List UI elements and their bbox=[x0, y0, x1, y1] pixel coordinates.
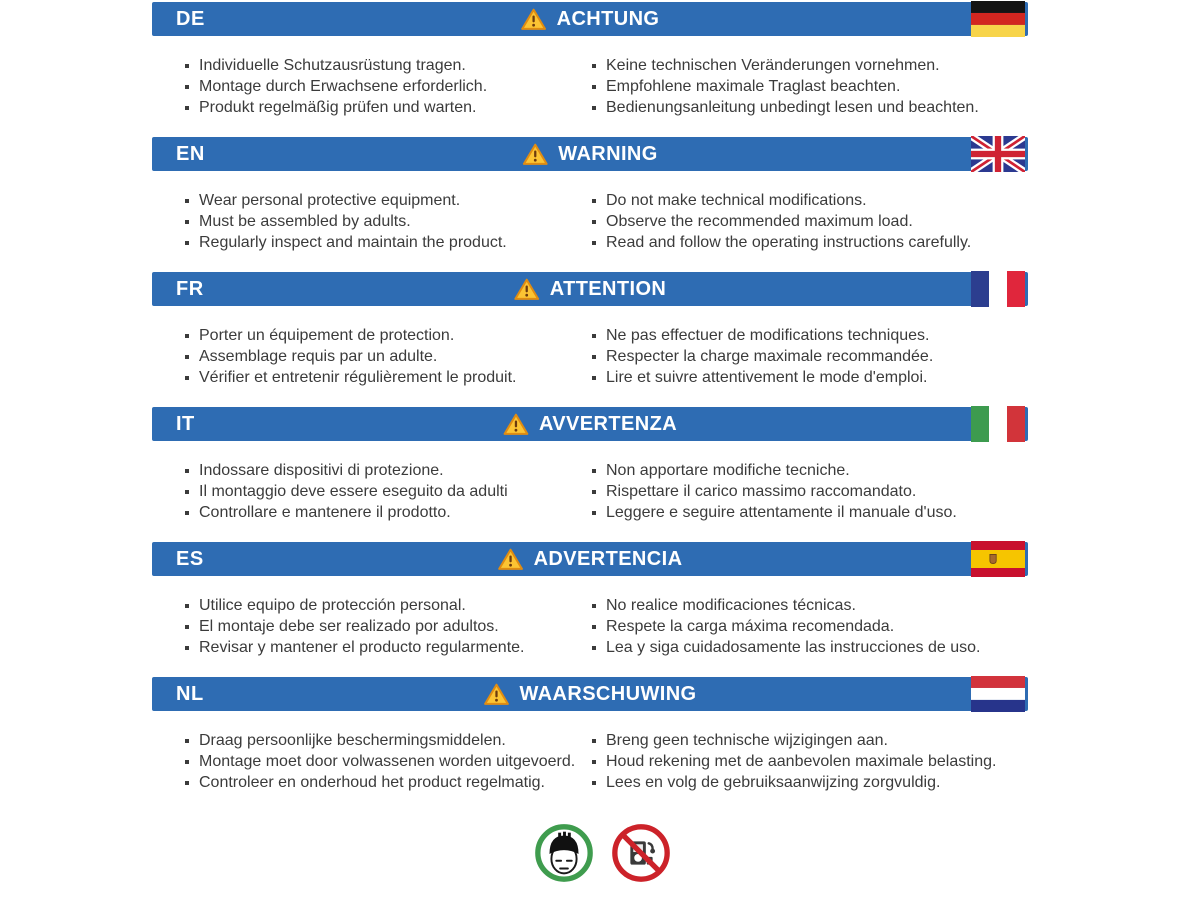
bullet-item bbox=[590, 616, 1028, 637]
bullet-text: Assemblage requis par un adulte. bbox=[199, 348, 438, 365]
bullet-columns bbox=[152, 730, 1028, 793]
bullet-text: Houd rekening met de aanbevolen maximale belasting. bbox=[606, 753, 997, 770]
bullet-marker bbox=[592, 604, 596, 608]
bullet-marker bbox=[185, 85, 189, 89]
bullet-list-left bbox=[152, 325, 590, 388]
bullet-marker bbox=[185, 781, 189, 785]
warning-triangle-icon bbox=[503, 413, 529, 436]
bullet-item bbox=[590, 730, 1028, 751]
bullet-item bbox=[590, 460, 1028, 481]
bullet-text: Breng geen technische wijzigingen aan. bbox=[606, 732, 888, 749]
bullet-item bbox=[590, 346, 1028, 367]
bullet-text: Controleer en onderhoud het product regelmatig. bbox=[199, 774, 545, 791]
bullet-columns bbox=[152, 460, 1028, 523]
warning-section-fr bbox=[152, 272, 1028, 407]
warning-section-es bbox=[152, 542, 1028, 677]
bullet-marker bbox=[185, 604, 189, 608]
warning-title: WAARSCHUWING bbox=[519, 682, 697, 705]
bullet-list-right bbox=[590, 190, 1028, 253]
bullet-marker bbox=[592, 625, 596, 629]
bullet-item bbox=[183, 346, 590, 367]
bullet-marker bbox=[592, 469, 596, 473]
bullet-marker bbox=[592, 739, 596, 743]
header-title-group bbox=[521, 8, 660, 31]
bullet-item bbox=[590, 772, 1028, 793]
section-header-nl bbox=[152, 677, 1028, 711]
bullet-item bbox=[183, 97, 590, 118]
flag-italy-icon bbox=[971, 406, 1025, 442]
bullet-text: Lees en volg de gebruiksaanwijzing zorgvuldig. bbox=[606, 774, 941, 791]
section-header-it bbox=[152, 407, 1028, 441]
warning-triangle-icon bbox=[522, 143, 548, 166]
bullet-item bbox=[590, 232, 1028, 253]
bullet-item bbox=[590, 367, 1028, 388]
flag-spain-icon bbox=[971, 541, 1025, 577]
bullet-text: Individuelle Schutzausrüstung tragen. bbox=[199, 57, 466, 74]
bullet-text: Vérifier et entretenir régulièrement le produit. bbox=[199, 369, 517, 386]
bullet-marker bbox=[185, 646, 189, 650]
bullet-item bbox=[590, 55, 1028, 76]
bullet-marker bbox=[592, 490, 596, 494]
language-code: EN bbox=[176, 142, 205, 165]
bullet-text: Respete la carga máxima recomendada. bbox=[606, 618, 895, 635]
bullet-marker bbox=[592, 64, 596, 68]
warning-title: ADVERTENCIA bbox=[533, 547, 683, 570]
bullet-item bbox=[183, 772, 590, 793]
warning-triangle-icon bbox=[514, 278, 540, 301]
bullet-text: Revisar y mantener el producto regularmente. bbox=[199, 639, 525, 656]
bullet-item bbox=[183, 637, 590, 658]
bullet-item bbox=[590, 190, 1028, 211]
bullet-list-right bbox=[590, 730, 1028, 793]
flag-united-kingdom-icon bbox=[971, 136, 1025, 172]
bullet-item bbox=[183, 502, 590, 523]
no-media-player-icon bbox=[610, 822, 672, 884]
bullet-text: Leggere e seguire attentamente il manuale d'uso. bbox=[606, 504, 957, 521]
bullet-list-left bbox=[152, 55, 590, 118]
bullet-marker bbox=[592, 760, 596, 764]
bullet-item bbox=[183, 481, 590, 502]
bullet-marker bbox=[592, 376, 596, 380]
bullet-text: Ne pas effectuer de modifications techniques. bbox=[606, 327, 930, 344]
language-code: DE bbox=[176, 7, 205, 30]
warning-section-de bbox=[152, 2, 1028, 137]
flag-netherlands-icon bbox=[971, 676, 1025, 712]
bullet-marker bbox=[592, 334, 596, 338]
bullet-text: Non apportare modifiche tecniche. bbox=[606, 462, 850, 479]
bullet-item bbox=[590, 76, 1028, 97]
bullet-item bbox=[590, 325, 1028, 346]
bullet-text: Empfohlene maximale Traglast beachten. bbox=[606, 78, 901, 95]
bullet-columns bbox=[152, 55, 1028, 118]
bullet-item bbox=[183, 55, 590, 76]
warning-title: AVVERTENZA bbox=[538, 412, 678, 435]
flag-germany-icon bbox=[971, 1, 1025, 37]
bullet-marker bbox=[592, 646, 596, 650]
bullet-marker bbox=[185, 64, 189, 68]
bullet-text: Rispettare il carico massimo raccomandato. bbox=[606, 483, 917, 500]
bullet-marker bbox=[592, 781, 596, 785]
bullet-marker bbox=[592, 199, 596, 203]
bullet-item bbox=[183, 595, 590, 616]
flag-france-icon bbox=[971, 271, 1025, 307]
bullet-item bbox=[590, 595, 1028, 616]
bullet-item bbox=[183, 76, 590, 97]
bullet-item bbox=[183, 460, 590, 481]
section-header-fr bbox=[152, 272, 1028, 306]
bullet-marker bbox=[592, 106, 596, 110]
bullet-marker bbox=[185, 760, 189, 764]
bullet-item bbox=[590, 502, 1028, 523]
bullet-marker bbox=[185, 469, 189, 473]
header-title-group bbox=[503, 413, 677, 436]
bullet-item bbox=[183, 751, 590, 772]
bullet-text: Montage moet door volwassenen worden uitgevoerd. bbox=[199, 753, 576, 770]
bullet-text: Controllare e mantenere il prodotto. bbox=[199, 504, 451, 521]
bullet-item bbox=[183, 616, 590, 637]
section-header-de bbox=[152, 2, 1028, 36]
bullet-marker bbox=[592, 85, 596, 89]
bullet-list-right bbox=[590, 325, 1028, 388]
bullet-list-left bbox=[152, 190, 590, 253]
warning-triangle-icon bbox=[483, 683, 509, 706]
warning-title: ATTENTION bbox=[549, 277, 667, 300]
bullet-marker bbox=[592, 511, 596, 515]
bullet-marker bbox=[592, 220, 596, 224]
bullet-text: Read and follow the operating instructions carefully. bbox=[606, 234, 972, 251]
content-area bbox=[152, 2, 1028, 884]
bullet-item bbox=[590, 751, 1028, 772]
warning-triangle-icon bbox=[521, 8, 547, 31]
header-title-group bbox=[514, 278, 667, 301]
warning-section-nl bbox=[152, 677, 1028, 812]
bullet-item bbox=[183, 325, 590, 346]
bullet-list-left bbox=[152, 595, 590, 658]
bullet-text: Montage durch Erwachsene erforderlich. bbox=[199, 78, 488, 95]
section-header-en bbox=[152, 137, 1028, 171]
bullet-marker bbox=[185, 241, 189, 245]
bullet-text: Wear personal protective equipment. bbox=[199, 192, 461, 209]
bullet-item bbox=[590, 637, 1028, 658]
bullet-item bbox=[590, 211, 1028, 232]
bullet-text: Observe the recommended maximum load. bbox=[606, 213, 913, 230]
bullet-list-left bbox=[152, 730, 590, 793]
bullet-item bbox=[183, 730, 590, 751]
bullet-marker bbox=[185, 376, 189, 380]
bullet-text: No realice modificaciones técnicas. bbox=[606, 597, 856, 614]
bullet-columns bbox=[152, 190, 1028, 253]
bullet-marker bbox=[592, 355, 596, 359]
bullet-text: Do not make technical modifications. bbox=[606, 192, 867, 209]
header-title-group bbox=[522, 143, 657, 166]
language-code: NL bbox=[176, 682, 204, 705]
bullet-text: Lire et suivre attentivement le mode d'emploi. bbox=[606, 369, 928, 386]
header-title-group bbox=[483, 683, 696, 706]
warning-section-it bbox=[152, 407, 1028, 542]
bullet-item bbox=[590, 481, 1028, 502]
bullet-text: Draag persoonlijke beschermingsmiddelen. bbox=[199, 732, 506, 749]
footer-pictograms bbox=[152, 822, 1028, 884]
bullet-text: Must be assembled by adults. bbox=[199, 213, 411, 230]
bullet-marker bbox=[592, 241, 596, 245]
header-title-group bbox=[498, 548, 683, 571]
bullet-text: Utilice equipo de protección personal. bbox=[199, 597, 466, 614]
bullet-marker bbox=[185, 106, 189, 110]
bullet-text: Regularly inspect and maintain the product. bbox=[199, 234, 507, 251]
bullet-list-left bbox=[152, 460, 590, 523]
bullet-list-right bbox=[590, 55, 1028, 118]
bullet-marker bbox=[185, 220, 189, 224]
language-code: FR bbox=[176, 277, 204, 300]
bullet-text: Keine technischen Veränderungen vornehmen. bbox=[606, 57, 940, 74]
warning-triangle-icon bbox=[498, 548, 524, 571]
language-code: IT bbox=[176, 412, 195, 435]
language-code: ES bbox=[176, 547, 204, 570]
bullet-text: El montaje debe ser realizado por adultos. bbox=[199, 618, 499, 635]
wear-helmet-icon bbox=[533, 822, 595, 884]
bullet-item bbox=[183, 211, 590, 232]
bullet-text: Il montaggio deve essere eseguito da adulti bbox=[199, 483, 508, 500]
bullet-marker bbox=[185, 511, 189, 515]
bullet-marker bbox=[185, 199, 189, 203]
bullet-list-right bbox=[590, 595, 1028, 658]
bullet-marker bbox=[185, 739, 189, 743]
bullet-item bbox=[183, 190, 590, 211]
bullet-item bbox=[590, 97, 1028, 118]
bullet-marker bbox=[185, 355, 189, 359]
warning-title: ACHTUNG bbox=[556, 7, 660, 30]
warning-title: WARNING bbox=[558, 142, 658, 165]
bullet-text: Respecter la charge maximale recommandée. bbox=[606, 348, 934, 365]
bullet-text: Lea y siga cuidadosamente las instrucciones de uso. bbox=[606, 639, 981, 656]
bullet-marker bbox=[185, 625, 189, 629]
bullet-text: Produkt regelmäßig prüfen und warten. bbox=[199, 99, 477, 116]
bullet-list-right bbox=[590, 460, 1028, 523]
bullet-columns bbox=[152, 595, 1028, 658]
warning-section-en bbox=[152, 137, 1028, 272]
bullet-text: Indossare dispositivi di protezione. bbox=[199, 462, 444, 479]
bullet-marker bbox=[185, 334, 189, 338]
bullet-item bbox=[183, 367, 590, 388]
bullet-item bbox=[183, 232, 590, 253]
bullet-columns bbox=[152, 325, 1028, 388]
bullet-marker bbox=[185, 490, 189, 494]
section-header-es bbox=[152, 542, 1028, 576]
bullet-text: Porter un équipement de protection. bbox=[199, 327, 455, 344]
bullet-text: Bedienungsanleitung unbedingt lesen und beachten. bbox=[606, 99, 979, 116]
